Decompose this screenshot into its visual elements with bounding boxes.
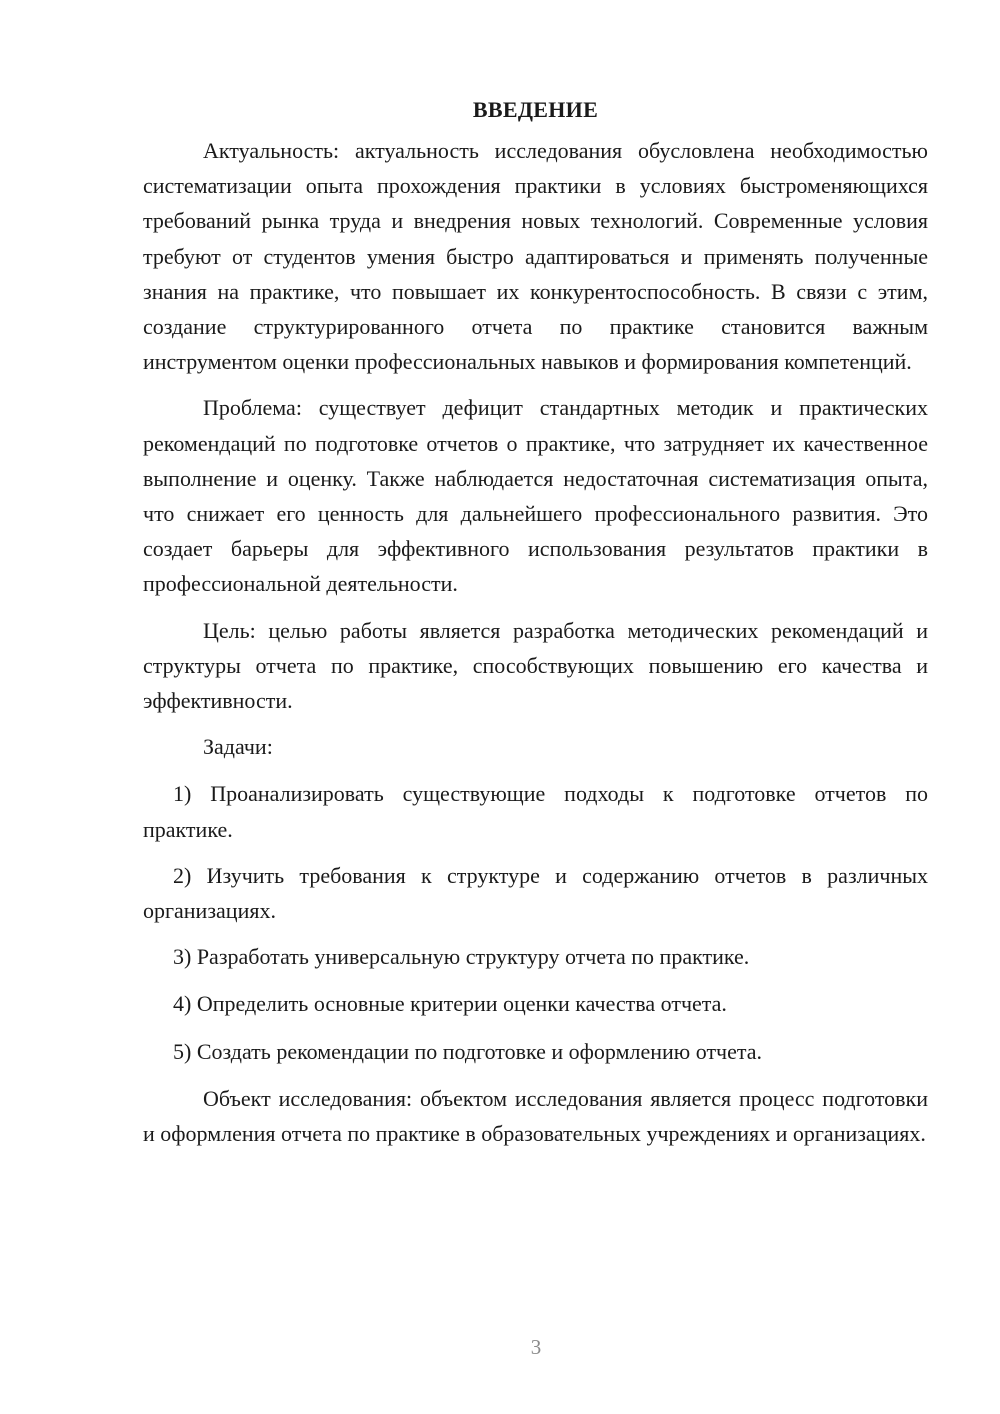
list-item: 4) Определить основные критерии оценки качества отчета. (173, 991, 727, 1017)
paragraph-problem: Проблема: существует дефицит стандартных методик и практических рекомендаций по подготовке отчетов о практике, что затрудняет их качественное выполнение и оценку. Также наблюдается недостаточная систематизация опыта, что снижает его ценность для дальнейшего профессионального развития. Это создает барьеры для эффективного использования результатов практики в профессиональной деятельности. (143, 395, 928, 597)
list-item: 3) Разработать универсальную структуру отчета по практике. (173, 944, 750, 970)
list-item: 2) Изучить требования к структуре и содержанию отчетов в различных организациях. (143, 862, 928, 924)
page-title: ВВЕДЕНИЕ (472, 97, 599, 122)
page-content (143, 92, 928, 1162)
page-number-container (0, 1334, 1000, 1360)
list-item: 5) Создать рекомендации по подготовке и оформлению отчета. (173, 1038, 763, 1064)
paragraph-relevance: Актуальность: актуальность исследования обусловлена необходимостью систематизации опыта прохождения практики в условиях быстроменяющихся требований рынка труда и внедрения новых технологий. Современные условия требуют от студентов умения быстро адаптироваться и применять полученные знания на практике, что повышает их конкурентоспособность. В связи с этим, создание структурированного отчета по практике становится важным инструментом оценки профессиональных навыков и формирования компетенций. (143, 138, 928, 375)
page-number: 3 (530, 1335, 542, 1359)
tasks-list (143, 776, 928, 1068)
paragraph-object: Объект исследования: объектом исследования является процесс подготовки и оформления отчета по практике в образовательных учреждениях и организациях. (143, 1085, 928, 1147)
paragraph-goal: Цель: целью работы является разработка методических рекомендаций и структуры отчета по практике, способствующих повышению его качества и эффективности. (143, 617, 928, 714)
tasks-heading: Задачи: (203, 734, 273, 760)
list-item: 1) Проанализировать существующие подходы к подготовке отчетов по практике. (143, 781, 928, 842)
